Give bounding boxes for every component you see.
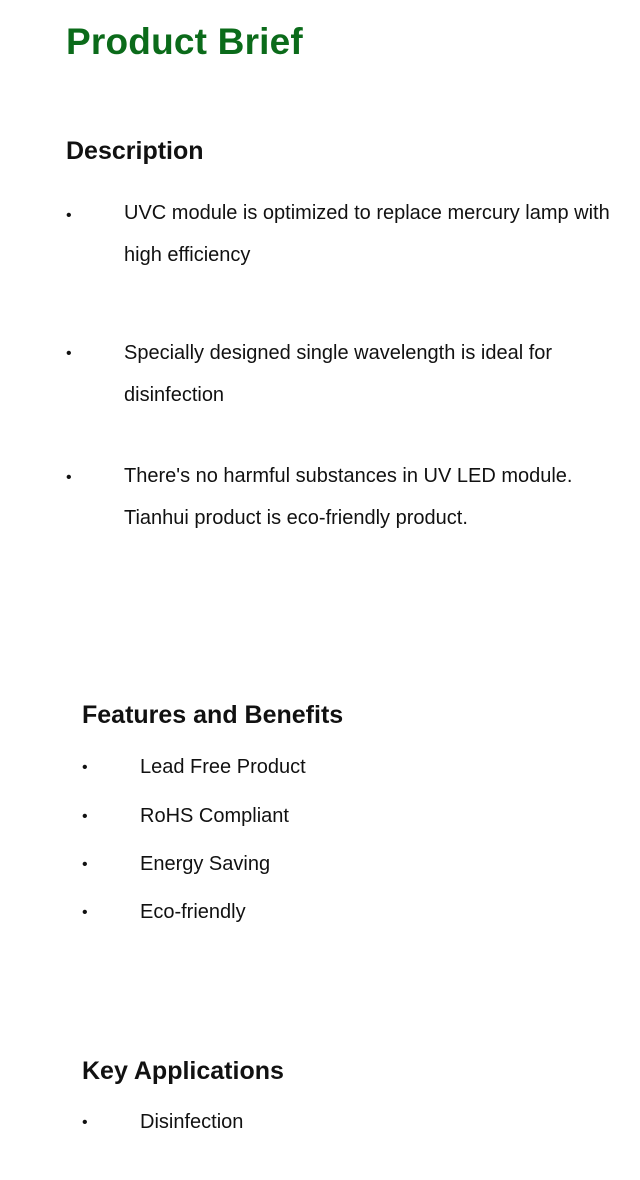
feature-item-1: Lead Free Product [140, 756, 306, 778]
application-item-1: Disinfection [140, 1111, 244, 1133]
description-item-3: There's no harmful substances in UV LED module. Tianhui product is eco-friendly product. [124, 465, 573, 529]
bullet-icon: • [82, 808, 88, 825]
bullet-icon: • [82, 904, 88, 921]
feature-item-3: Energy Saving [140, 853, 271, 875]
bullet-icon: • [82, 759, 88, 776]
feature-item-4: Eco-friendly [140, 901, 246, 923]
bullet-icon: • [66, 345, 72, 362]
feature-item-2: RoHS Compliant [140, 805, 289, 827]
features-heading: Features and Benefits [82, 701, 344, 729]
description-item-2: Specially designed single wavelength is ideal for disinfection [124, 342, 553, 406]
bullet-icon: • [82, 856, 88, 873]
bullet-icon: • [66, 469, 72, 486]
bullet-icon: • [82, 1114, 88, 1131]
bullet-icon: • [66, 207, 72, 224]
description-item-1: UVC module is optimized to replace mercury lamp with high efficiency [124, 202, 610, 266]
page-title: Product Brief [66, 21, 303, 62]
description-heading: Description [66, 137, 204, 165]
applications-heading: Key Applications [82, 1057, 284, 1085]
